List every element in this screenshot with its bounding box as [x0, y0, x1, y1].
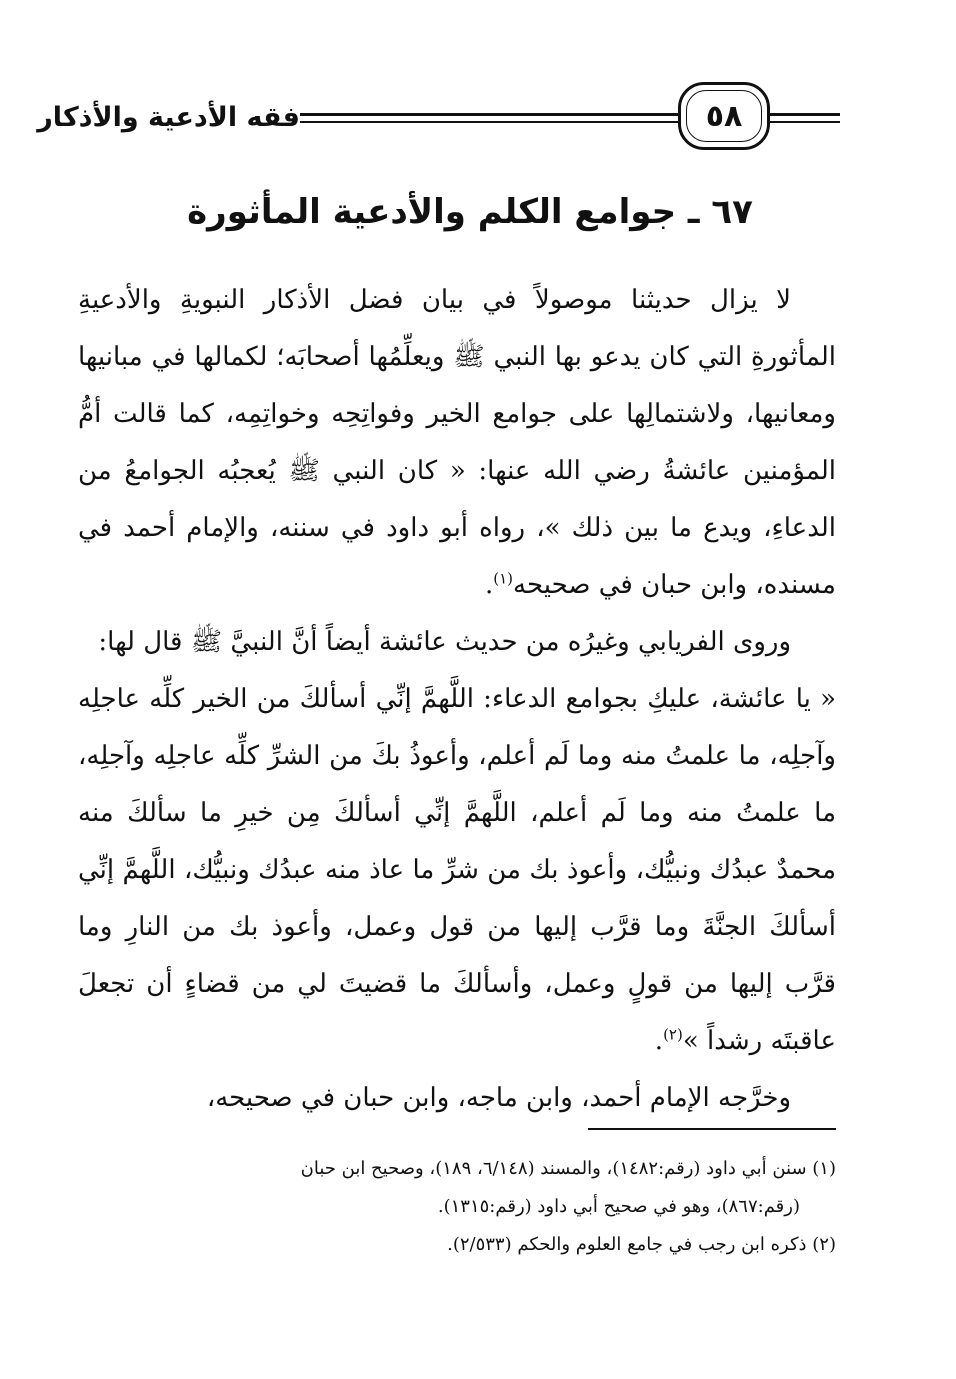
paragraph-3 — [78, 1070, 836, 1127]
footnotes — [78, 1150, 836, 1264]
footnote-ref-2: (٢) — [663, 1025, 683, 1044]
paragraph-3-text: وخرَّجه الإمام أحمد، وابن ماجه، وابن حبان في صحيحه، — [206, 1083, 791, 1113]
paragraph-1-text: لا يزال حديثنا موصولاً في بيان فضل الأذكار النبويةِ والأدعيةِ المأثورةِ التي كان يدعو بها النبي ﷺ ويعلِّمُها أصحابَه؛ لكمالها في مبانيها ومعانيها، ولاشتمالِها على جوامع الخير وفواتِحِه وخواتِمِه، كما قالت أمُّ المؤمنين عائشةُ رضي الله عنها: « كان النبي ﷺ يُعجبُه الجوامعُ من الدعاءِ، ويدع ما بين ذلك »، رواه أبو داود في سننه، والإمام أحمد في مسنده، وابن حبان في صحيحه — [78, 285, 836, 600]
footnote-1-continued — [78, 1188, 836, 1226]
footnote-1-line-1: (١) سنن أبي داود (رقم:١٤٨٢)، والمسند (٦/١٤٨، ١٨٩)، وصحيح ابن حبان — [300, 1158, 836, 1179]
body-text — [78, 272, 836, 1127]
paragraph-1-end: . — [484, 570, 494, 600]
footnote-separator — [588, 1128, 836, 1130]
chapter-heading: ٦٧ ـ جوامع الكلم والأدعية المأثورة — [187, 192, 753, 232]
footnote-1-line-2: (رقم:٨٦٧)، وهو في صحيح أبي داود (رقم:١٣١٥). — [437, 1196, 800, 1217]
hadith-quote-text: « يا عائشة، عليكِ بجوامع الدعاء: اللَّهمَّ إنِّي أسألكَ من الخير كلِّه عاجلِه وآجلِه، ما علمتُ منه وما لَم أعلم، وأعوذُ بكَ من الشرِّ كلِّه عاجلِه وآجلِه، ما علمتُ منه وما لَم أعلم، اللَّهمَّ إنِّي أسألكَ مِن خيرِ ما سألكَ منه محمدٌ عبدُك ونبيُّك، وأعوذ بك من شرِّ ما عاذ منه عبدُك ونبيُّك، اللَّهمَّ إنِّي أسألكَ الجنَّةَ وما قرَّب إليها من قول وعمل، وأعوذ بك من النارِ وما قرَّب إليها من قولٍ وعمل، وأسألكَ ما قضيتَ لي من قضاءٍ أن تجعلَ عاقبتَه رشداً » — [78, 684, 836, 1056]
hadith-quote-end: . — [654, 1026, 664, 1056]
paragraph-1 — [78, 272, 836, 614]
running-header — [37, 80, 840, 160]
page-number: ٥٨ — [678, 82, 770, 150]
footnote-2-text: (٢) ذكره ابن رجب في جامع العلوم والحكم (٢/٥٣٣). — [447, 1234, 836, 1255]
footnote-1 — [78, 1150, 836, 1188]
book-title: فقه الأدعية والأذكار — [37, 102, 300, 133]
footnote-2 — [78, 1226, 836, 1264]
paragraph-2-intro — [78, 614, 836, 671]
header-rule — [770, 121, 840, 123]
paragraph-2-intro-text: وروى الفريابي وغيرُه من حديث عائشة أيضاً أنَّ النبيَّ ﷺ قال لها: — [98, 627, 791, 657]
footnote-ref-1: (١) — [493, 569, 514, 588]
hadith-quote — [78, 671, 836, 1070]
header-rule — [770, 113, 840, 116]
